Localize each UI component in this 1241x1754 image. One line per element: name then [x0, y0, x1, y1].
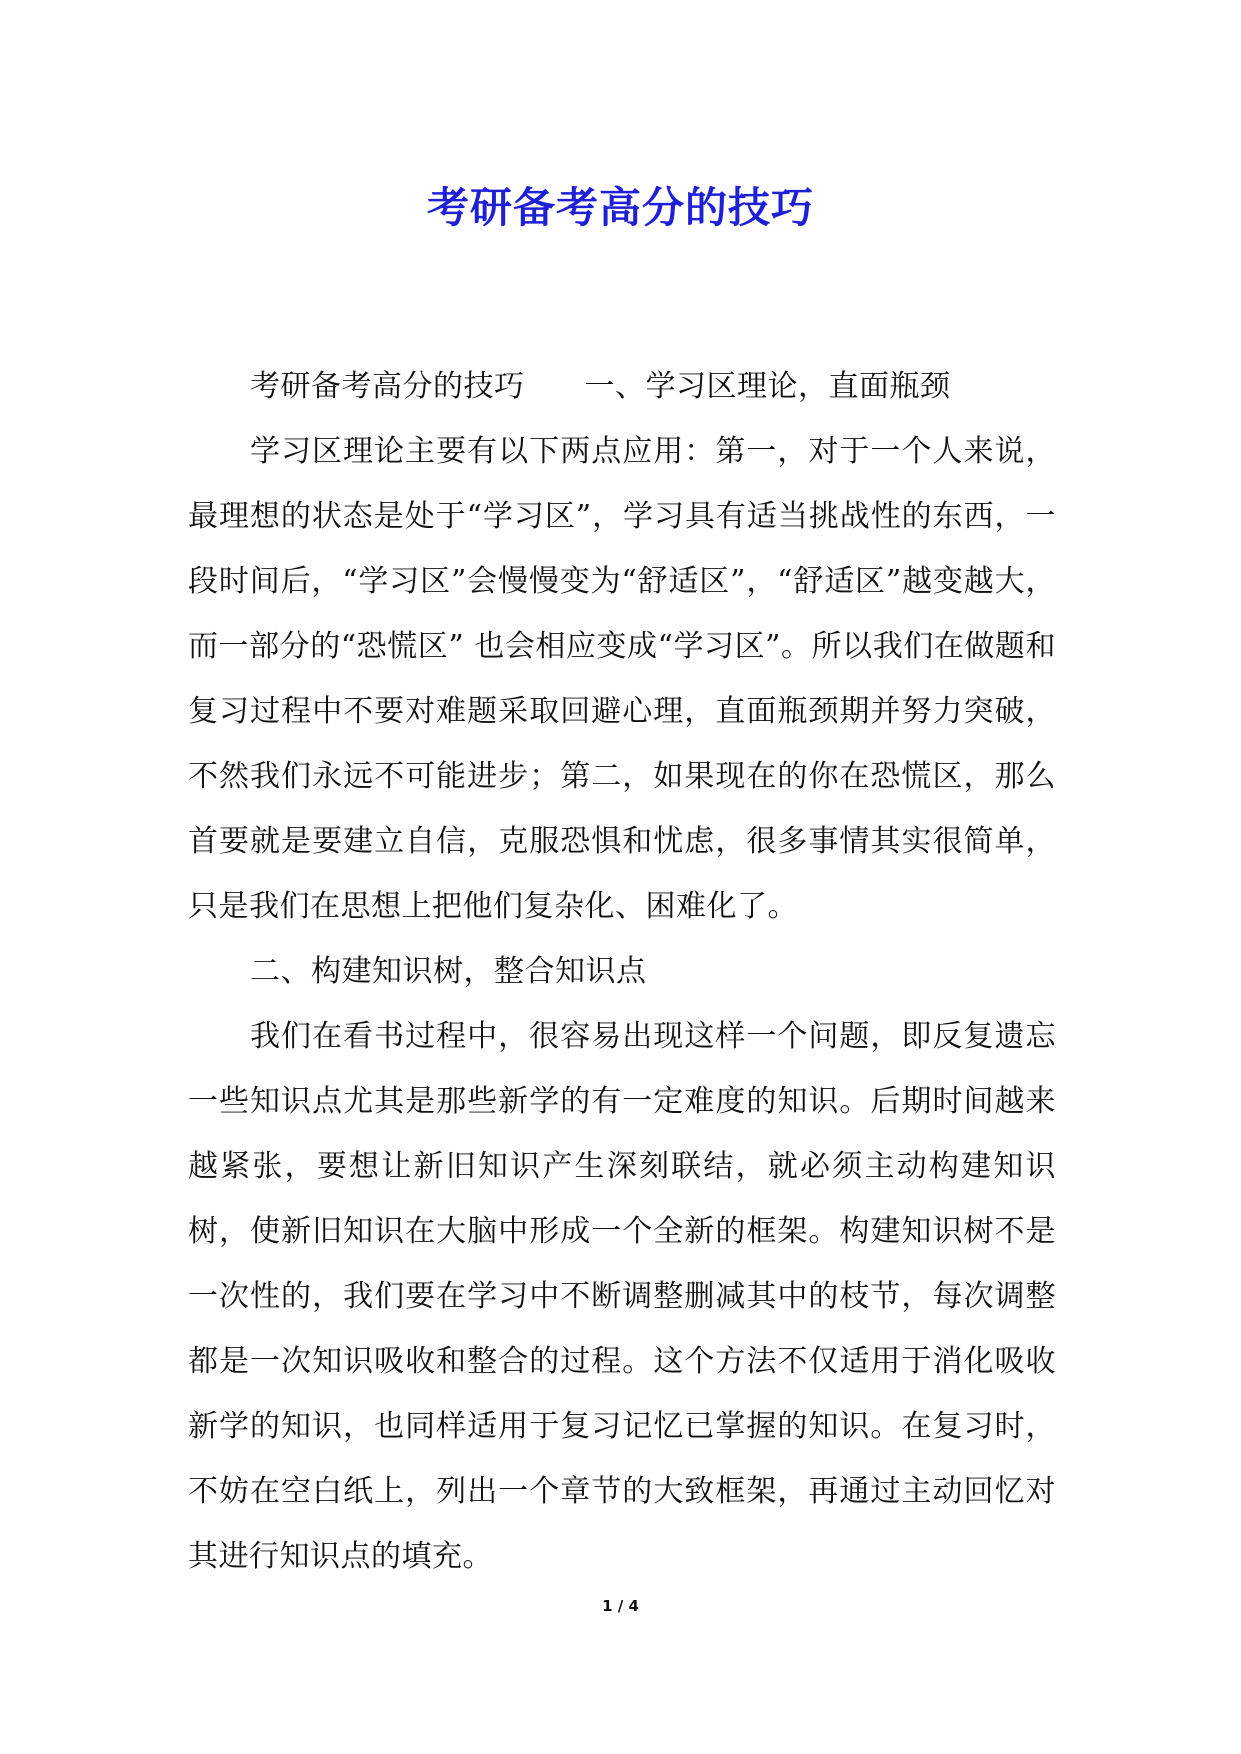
paragraph-body-1: 学习区理论主要有以下两点应用：第一，对于一个人来说，最理想的状态是处于“学习区”，学习具有适当挑战性的东西，一段时间后，“学习区”会慢慢变为“舒适区”，“舒适区”越变越大， 而一部分的“恐慌区” 也会相应变成“学习区”。所以我们在做题和复习过程中不要对难题采取回避心理，直面瓶颈期并努力突破，不然我们永远不可能进步；第二，如果现在的你在恐慌区，那么首要就是要建立自信，克服恐惧和忧虑，很多事情其实很简单，只是我们在思想上把他们复杂化、困难化了。 [188, 434, 1056, 924]
paragraph-heading-1 [188, 354, 1056, 419]
section-heading-2: 二、构建知识树，整合知识点 [250, 954, 647, 989]
document-title: 考研备考高分的技巧 [426, 183, 814, 233]
page-number: 1 / 4 [602, 1597, 639, 1615]
paragraph-lead: 考研备考高分的技巧 [250, 369, 525, 404]
document-body [188, 354, 1056, 1589]
paragraph-body-2: 我们在看书过程中，很容易出现这样一个问题，即反复遗忘一些知识点尤其是那些新学的有一定难度的知识。后期时间越来越紧张，要想让新旧知识产生深刻联结，就必须主动构建知识树，使新旧知识在大脑中形成一个全新的框架。构建知识树不是一次性的，我们要在学习中不断调整删减其中的枝节，每次调整都是一次知识吸收和整合的过程。这个方法不仅适用于消化吸收新学的知识，也同样适用于复习记忆已掌握的知识。在复习时，不妨在空白纸上，列出一个章节的大致框架，再通过主动回忆对其进行知识点的填充。 [188, 1019, 1056, 1574]
section-heading-1: 一、学习区理论，直面瓶颈 [584, 369, 951, 404]
